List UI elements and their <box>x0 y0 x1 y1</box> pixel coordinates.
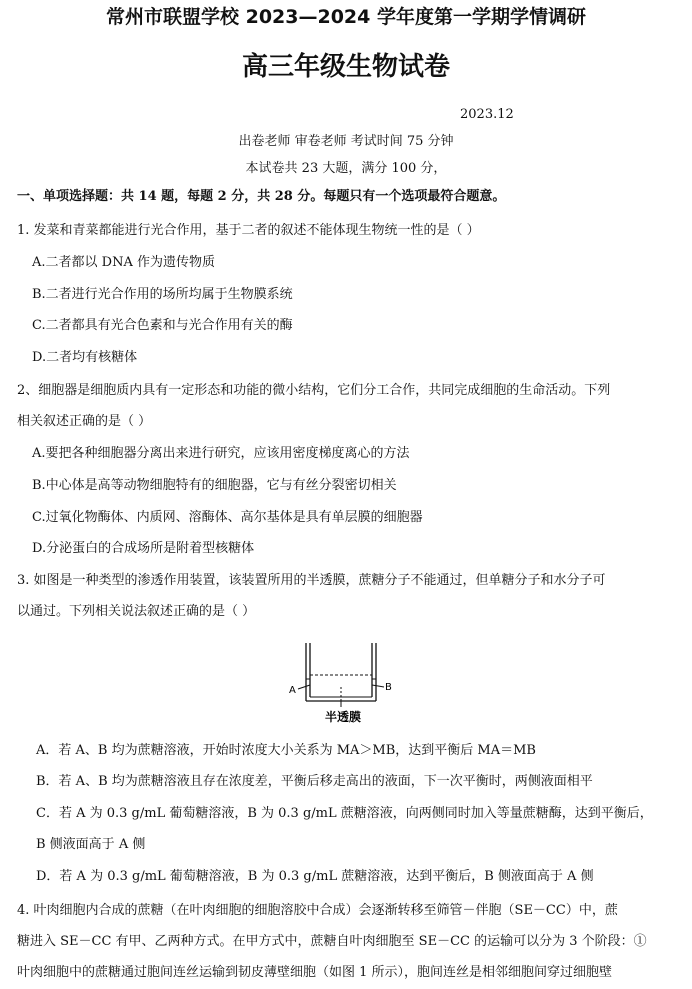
q3-option-a: A．若 A、B 均为蔗糖溶液，开始时浓度大小关系为 MA＞MB，达到平衡后 MA＝MB <box>36 743 536 758</box>
question-2-stem-line2: 相关叙述正确的是（ ） <box>17 414 152 429</box>
q1-option-c: C.二者都具有光合色素和与光合作用有关的酶 <box>32 318 293 333</box>
q1-option-b: B.二者进行光合作用的场所均属于生物膜系统 <box>32 287 293 302</box>
question-4-line3: 叶肉细胞中的蔗糖通过胞间连丝运输到韧皮薄壁细胞（如图 1 所示），胞间连丝是相邻细胞间穿过细胞壁 <box>17 965 613 980</box>
q3-option-b: B．若 A、B 均为蔗糖溶液且存在浓度差，平衡后移走高出的液面，下一次平衡时，两侧液面相平 <box>36 774 593 789</box>
q3-option-c-cont: B 侧液面高于 A 侧 <box>36 837 146 852</box>
q2-option-c: C.过氧化物酶体、内质网、溶酶体、高尔基体是具有单层膜的细胞器 <box>32 510 423 525</box>
q2-option-a: A.要把各种细胞器分离出来进行研究，应该用密度梯度离心的方法 <box>32 446 410 461</box>
q1-option-a: A.二者都以 DNA 作为遗传物质 <box>32 255 215 270</box>
q3-option-d: D．若 A 为 0.3 g/mL 葡萄糖溶液，B 为 0.3 g/mL 蔗糖溶液，达到平衡后，B 侧液面高于 A 侧 <box>36 869 594 884</box>
question-2-stem-line1: 2、细胞器是细胞质内具有一定形态和功能的微小结构，它们分工合作，共同完成细胞的生命活动。下列 <box>17 383 611 398</box>
q1-option-d: D.二者均有核糖体 <box>32 350 138 365</box>
figure-label-b: B <box>385 682 392 693</box>
info-line: 本试卷共 23 大题，满分 100 分， <box>245 161 447 176</box>
exam-title: 高三年级生物试卷 <box>241 52 450 82</box>
question-1-stem: 1. 发菜和青菜都能进行光合作用，基于二者的叙述不能体现生物统一性的是（ ） <box>17 223 480 238</box>
section-heading: 一、单项选择题：共 14 题，每题 2 分，共 28 分。每题只有一个选项最符合题意。 <box>17 189 506 204</box>
figure-caption: 半透膜 <box>324 710 362 724</box>
school-title: 常州市联盟学校 2023—2024 学年度第一学期学情调研 <box>106 6 586 28</box>
q3-option-c: C．若 A 为 0.3 g/mL 葡萄糖溶液，B 为 0.3 g/mL 蔗糖溶液，向两侧同时加入等量蔗糖酶，达到平衡后， <box>36 806 653 821</box>
osmosis-u-tube-figure <box>288 639 398 729</box>
question-4-line2: 糖进入 SE－CC 有甲、乙两种方式。在甲方式中，蔗糖自叶肉细胞至 SE－CC 的运输可以分为 3 个阶段：① <box>17 934 647 949</box>
question-4-line1: 4. 叶肉细胞内合成的蔗糖（在叶肉细胞的细胞溶胶中合成）会逐渐转移至筛管－伴胞（SE－CC）中，蔗 <box>17 903 618 918</box>
staff-line: 出卷老师 审卷老师 考试时间 75 分钟 <box>238 134 454 149</box>
exam-date: 2023.12 <box>460 107 514 122</box>
q2-option-b: B.中心体是高等动物细胞特有的细胞器，它与有丝分裂密切相关 <box>32 478 397 493</box>
figure-label-a: A <box>289 685 296 696</box>
question-3-stem-line1: 3. 如图是一种类型的渗透作用装置，该装置所用的半透膜，蔗糖分子不能通过，但单糖分子和水分子可 <box>17 573 606 588</box>
q2-option-d: D.分泌蛋白的合成场所是附着型核糖体 <box>32 541 255 556</box>
question-3-stem-line2: 以通过。下列相关说法叙述正确的是（ ） <box>17 604 256 619</box>
